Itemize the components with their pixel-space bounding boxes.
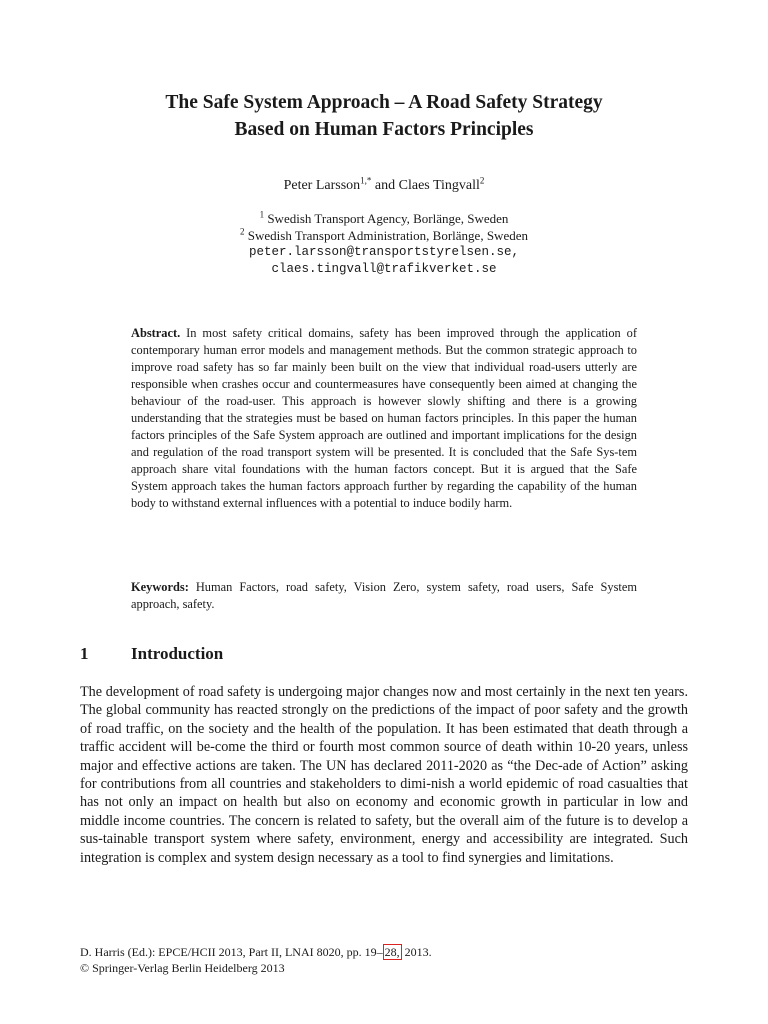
copyright-line: © Springer-Verlag Berlin Heidelberg 2013 bbox=[80, 961, 285, 975]
keywords bbox=[131, 579, 637, 613]
author-1-affil-mark: 1,* bbox=[360, 175, 372, 186]
title-line-1: The Safe System Approach – A Road Safety Strategy bbox=[165, 92, 603, 113]
affiliations bbox=[0, 210, 768, 278]
author-1-name: Peter Larsson bbox=[283, 178, 361, 193]
section-title: Introduction bbox=[131, 644, 224, 663]
citation-suffix: 2013. bbox=[401, 945, 432, 959]
citation-prefix: D. Harris (Ed.): EPCE/HCII 2013, Part II, LNAI 8020, pp. 19– bbox=[80, 945, 383, 959]
abstract bbox=[131, 325, 637, 512]
page-footer bbox=[80, 944, 432, 976]
abstract-label: Abstract. bbox=[131, 326, 181, 340]
section-heading-introduction bbox=[80, 643, 223, 665]
citation-line bbox=[80, 944, 432, 960]
abstract-text: In most safety critical domains, safety has been improved through the application of contemporary human error models and management methods. But the common strategic approach to improve road safety has so far mainly been built on the view that individual road-users utterly are responsible when crashes occur and countermeasures have consequently been aimed at changing the behaviour of the road-user. This approach is however slowly shifting and there is a growing understanding that the strategies must be based on human factors principles. In this paper the human factors principles of the Safe System approach are outlined and important implications for the design and regulation of the road transport system will be presented. It is concluded that the Safe Sys-tem approach share vital foundations with the human factors concept. But it is argued that the Safe System approach takes the human factors approach further by regarding the capability of the human body to withstand external influences with a potential to induce bodily harm. bbox=[131, 326, 637, 510]
author-connector: and bbox=[371, 178, 399, 193]
paper-title bbox=[60, 89, 708, 143]
keywords-label: Keywords: bbox=[131, 580, 189, 594]
affiliation-1-mark: 1 bbox=[259, 209, 265, 220]
email-1[interactable]: peter.larsson@transportstyrelsen.se, bbox=[248, 245, 520, 259]
section-number: 1 bbox=[80, 644, 89, 663]
author-list bbox=[0, 177, 768, 195]
author-2-affil-mark: 2 bbox=[479, 175, 485, 186]
affiliation-2-text: Swedish Transport Administration, Borlänge, Sweden bbox=[244, 228, 528, 243]
introduction-paragraph: The development of road safety is undergoing major changes now and most certainly in the next ten years. The global community has reacted strongly on the predictions of the impact of poor safety and the growth of road traffic, on the society and the health of the population. It has been estimated that death through a traffic accident will be-come the third or fourth most common source of death within 10-20 years, unless major and effective actions are taken. The UN has declared 2011-2020 as “the Dec-ade of Action” asking for contributions from all countries and stakeholders to dimi-nish a world epidemic of road casualties that has not only an impact on health but also on economy and economic growth in particular in low and middle income countries. The concern is related to safety, but the overall aim of the future is to develop a sus-tainable transport system where safety, environment, energy and accessibility are integrated. Such integration is complex and system design necessary as a tool to find synergies and limitations. bbox=[80, 684, 688, 866]
citation-page-link[interactable]: 28, bbox=[384, 945, 400, 959]
keywords-text: Human Factors, road safety, Vision Zero, system safety, road users, Safe System approach, safety. bbox=[131, 580, 637, 611]
author-2-name: Claes Tingvall bbox=[398, 178, 480, 193]
affiliation-2 bbox=[0, 227, 768, 244]
email-2[interactable]: claes.tingvall@trafikverket.se bbox=[271, 262, 497, 276]
affiliation-2-mark: 2 bbox=[240, 226, 245, 237]
affiliation-1-text: Swedish Transport Agency, Borlänge, Sweden bbox=[264, 211, 509, 226]
affiliation-1 bbox=[0, 210, 768, 227]
title-line-2: Based on Human Factors Principles bbox=[234, 119, 534, 140]
